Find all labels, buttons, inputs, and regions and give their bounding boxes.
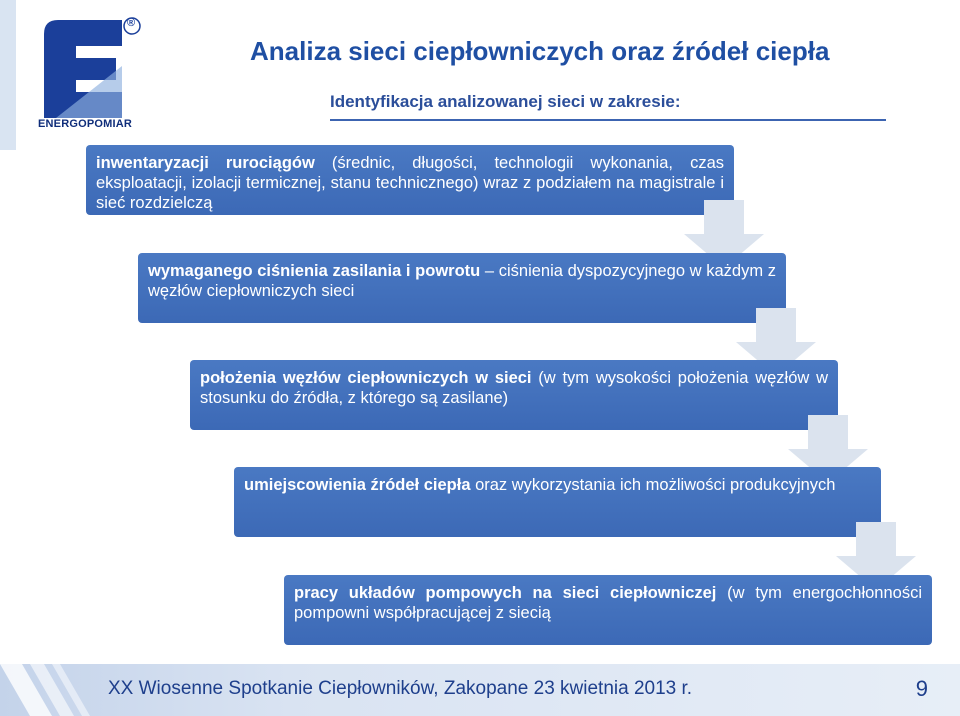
step-5-rest: (w tym energochłonności pompowni współpracującej z siecią [294,584,922,622]
step-box-3 [190,360,838,430]
footer-event-text: XX Wiosenne Spotkanie Ciepłowników, Zakopane 23 kwietnia 2013 r. [108,678,693,699]
footer-bar [0,664,960,716]
page-number: 9 [915,676,928,701]
footer-stripes-icon [0,664,100,716]
step-2-rest: – ciśnienia dyspozycyjnego w każdym z węzłów ciepłowniczych sieci [148,262,776,300]
step-4-bold: umiejscowienia źródeł ciepła [244,476,471,494]
step-box-5 [284,575,932,645]
step-2-bold: wymaganego ciśnienia zasilania i powrotu [148,262,481,280]
page-title: Analiza sieci ciepłowniczych oraz źródeł ciepła [250,36,830,66]
logo-brand-text: ENERGOPOMIAR [38,118,133,130]
energopomiar-logo-icon [4,6,144,134]
step-1-rest: (średnic, długości, technologii wykonania, czas eksploatacji, izolacji termicznej, stanu technicznego) wraz z podziałem na magistrale i sieć rozdzielczą [96,154,724,212]
step-box-4 [234,467,881,537]
step-5-bold: pracy układów pompowych na sieci ciepłowniczej [294,584,717,602]
step-3-bold: położenia węzłów ciepłowniczych w sieci [200,369,532,387]
step-3-rest: (w tym wysokości położenia węzłów w stosunku do źródła, z którego są zasilane) [200,369,828,407]
step-1-bold: inwentaryzacji rurociągów [96,154,315,172]
step-box-1 [86,145,734,215]
registered-mark: ® [127,17,136,29]
step-4-rest: oraz wykorzystania ich możliwości produkcyjnych [470,476,836,494]
page-subtitle: Identyfikacja analizowanej sieci w zakresie: [330,92,681,111]
subtitle-underline [330,119,886,121]
step-box-2 [138,253,786,323]
